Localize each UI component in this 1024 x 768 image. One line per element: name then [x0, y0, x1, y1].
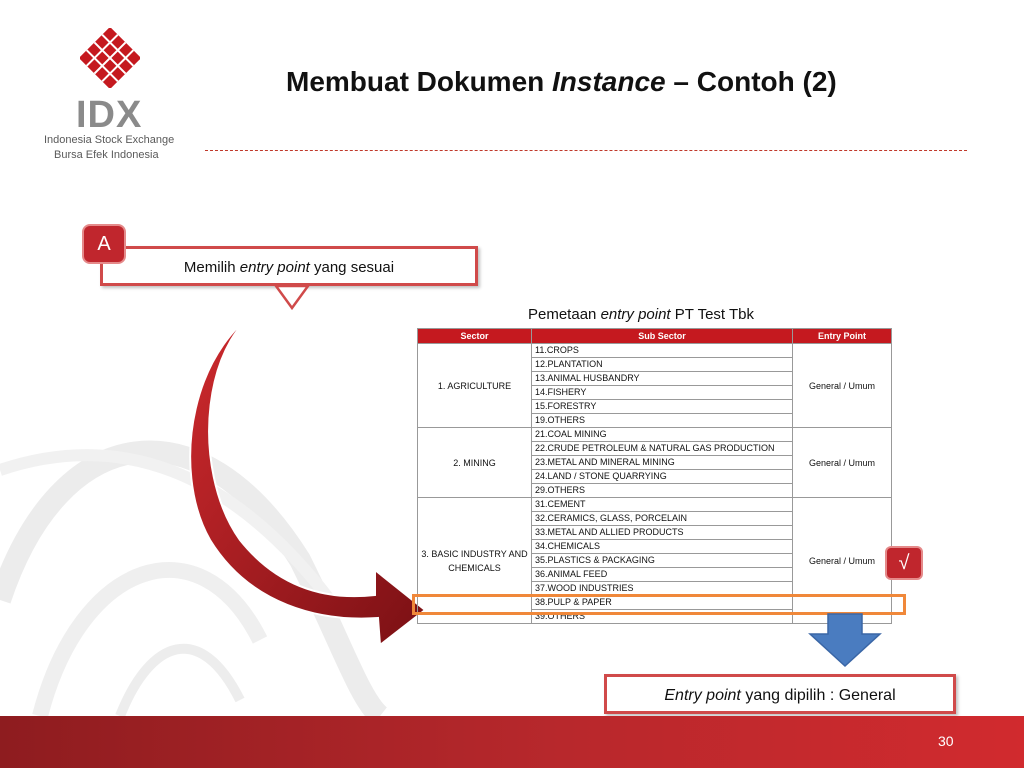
sub-sector-cell: 14.FISHERY [532, 386, 793, 400]
sub-sector-cell: 37.WOOD INDUSTRIES [532, 582, 793, 596]
sector-cell: 3. BASIC INDUSTRY AND CHEMICALS [418, 498, 532, 624]
result-italic: Entry point [664, 687, 741, 704]
footer-bar [0, 716, 1024, 768]
sector-cell: 1. AGRICULTURE [418, 344, 532, 428]
callout-memilih-entry-point [100, 246, 478, 286]
caption-pre: Pemetaan [528, 306, 597, 323]
callout-a-text-pre: Memilih [183, 259, 236, 276]
sub-sector-cell: 11.CROPS [532, 344, 793, 358]
sub-sector-cell: 12.PLANTATION [532, 358, 793, 372]
sector-cell: 2. MINING [418, 428, 532, 498]
title-suffix: – Contoh (2) [673, 66, 837, 97]
title-italic: Instance [552, 66, 666, 97]
title-divider [205, 150, 967, 151]
idx-logo-emblem-icon [80, 28, 140, 88]
sub-sector-cell: 24.LAND / STONE QUARRYING [532, 470, 793, 484]
entry-point-cell: General / Umum [793, 428, 892, 498]
sub-sector-cell: 36.ANIMAL FEED [532, 568, 793, 582]
logo-subtitle-en: Indonesia Stock Exchange [44, 134, 175, 146]
logo-brand-text: IDX [76, 94, 143, 136]
header-sub-sector: Sub Sector [532, 329, 793, 344]
sub-sector-cell: 34.CHEMICALS [532, 540, 793, 554]
table-row [418, 344, 892, 358]
table-caption [528, 306, 754, 323]
header-sector: Sector [418, 329, 532, 344]
sub-sector-cell: 23.METAL AND MINERAL MINING [532, 456, 793, 470]
sub-sector-cell: 29.OTHERS [532, 484, 793, 498]
sub-sector-cell: 19.OTHERS [532, 414, 793, 428]
sub-sector-cell: 31.CEMENT [532, 498, 793, 512]
badge-a: A [82, 224, 126, 264]
table-header-row [418, 329, 892, 344]
entry-point-cell: General / Umum [793, 344, 892, 428]
header-entry-point: Entry Point [793, 329, 892, 344]
sub-sector-cell: 35.PLASTICS & PACKAGING [532, 554, 793, 568]
table-row [418, 498, 892, 512]
sub-sector-cell: 21.COAL MINING [532, 428, 793, 442]
slide-title [286, 66, 837, 98]
check-badge: √ [885, 546, 923, 580]
sub-sector-cell: 22.CRUDE PETROLEUM & NATURAL GAS PRODUCTION [532, 442, 793, 456]
caption-post: PT Test Tbk [674, 306, 754, 323]
curved-arrow-icon [180, 290, 430, 650]
callout-pointer-icon [272, 284, 312, 312]
sub-sector-cell: 13.ANIMAL HUSBANDRY [532, 372, 793, 386]
sub-sector-cell: 32.CERAMICS, GLASS, PORCELAIN [532, 512, 793, 526]
caption-italic: entry point [600, 306, 671, 323]
sub-sector-cell: 39.OTHERS [532, 610, 793, 624]
sub-sector-cell: 38.PULP & PAPER [532, 596, 793, 610]
callout-a-text [103, 259, 475, 276]
down-arrow-icon [808, 612, 882, 668]
logo-subtitle-id: Bursa Efek Indonesia [54, 149, 159, 161]
sub-sector-cell: 15.FORESTRY [532, 400, 793, 414]
table-row [418, 428, 892, 442]
result-entry-point-box [604, 674, 956, 714]
page-number: 30 [938, 733, 954, 749]
entry-point-cell: General / Umum [793, 498, 892, 624]
callout-a-text-italic: entry point [239, 259, 310, 276]
title-prefix: Membuat Dokumen [286, 66, 545, 97]
result-text [607, 687, 953, 705]
result-post: yang dipilih : General [745, 687, 896, 704]
sub-sector-cell: 33.METAL AND ALLIED PRODUCTS [532, 526, 793, 540]
idx-logo [36, 28, 196, 168]
callout-a-text-post: yang sesuai [314, 259, 395, 276]
entry-point-mapping-table [417, 328, 892, 624]
